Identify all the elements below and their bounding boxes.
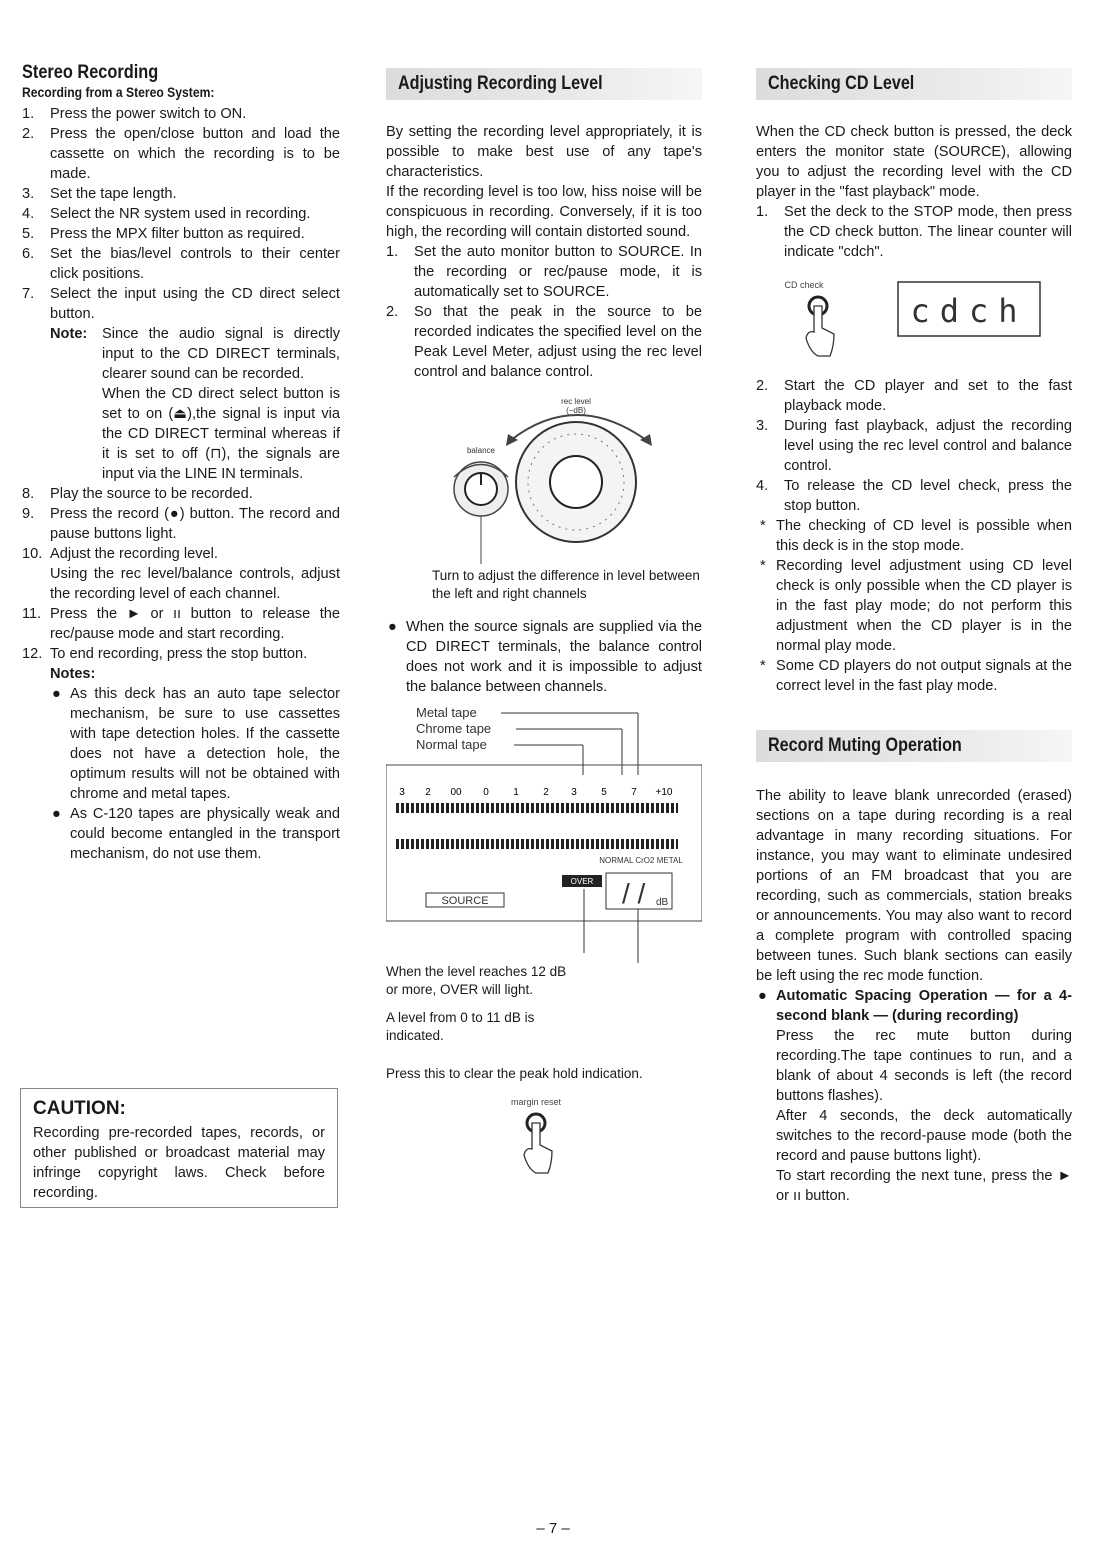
cd-check-step-4: 4. To release the CD level check, press the stop button. [756,478,1072,514]
bullet-icon: ● [388,619,397,635]
step-11: 11. Press the ► or ıı button to release the rec/pause mode and start recording. [22,606,340,642]
note-block [50,324,340,484]
heading-adjusting-recording-level: Adjusting Recording Level [386,68,702,100]
cd-check-step-1: 1. Set the deck to the STOP mode, then press the CD check button. The linear counter will indicate "cdch". [756,204,1072,260]
caution-text: Recording pre-recorded tapes, records, or other published or broadcast material may infringe copyright laws. Check before recording. [33,1125,325,1201]
scale-tick: 3 [571,787,577,798]
auto-spacing-text-2: After 4 seconds, the deck automatically switches to the record-pause mode (both the record and pause buttons light). [776,1108,1072,1164]
cd-check-label: CD check [784,280,824,290]
step-10-extra: Using the rec level/balance controls, adjust the recording level of each channel. [50,566,340,602]
cd-check-step-2: 2. Start the CD player and set to the fast playback mode. [756,378,1072,414]
scale-tick: 3 [399,787,405,798]
cd-check-steps [756,202,1072,262]
over-caption: When the level reaches 12 dB or more, OVER will light. [386,964,567,997]
page-number: – 7 – [536,1520,570,1537]
bullet-icon: ● [758,988,767,1004]
pointing-hand-icon [806,306,834,356]
level-caption: A level from 0 to 11 dB is indicated. [386,1010,535,1043]
adjust-para-2: If the recording level is too low, hiss noise will be conspicuous in recording. Conversely, if it is too high, the recording will contain distorted sound. [386,184,702,240]
arrow-right-icon [640,434,652,446]
subtitle-recording-from-stereo: Recording from a Stereo System: [22,85,215,100]
auto-spacing-title: Automatic Spacing Operation — for a 4-second blank — (during recording) [776,988,1072,1024]
db-label: dB [656,897,669,908]
metal-tape-label: Metal tape [416,705,477,720]
step-10: 10. Adjust the recording level. Using the rec level/balance controls, adjust the recording level of each channel. [22,546,340,602]
scale-tick: 0 [483,787,489,798]
step-12: 12. To end recording, press the stop button. Notes: ● As this deck has an auto tape selector mechanism, be sure to use cassettes with tape detection holes. If the cassette does not have a detection hole, the optimum results will not be obtained with chrome and metal tapes. ● As C-120 tapes are physically weak and could become entangled in the transport mechanism, do not use them. [22,646,340,862]
adjust-para-1: By setting the recording level appropriately, it is possible to make best use of any tape's characteristics. [386,124,702,180]
meter-scale [399,787,673,798]
star-note-2: * Recording level adjustment using CD level check is only possible when the CD player is in the fast play mode; do not perform this adjustment when the CD player is in the normal play mode. [760,558,1072,654]
step-2: 2. Press the open/close button and load the cassette on which the recording is to be made. [22,126,340,182]
record-muting-para: The ability to leave blank unrecorded (erased) sections on a tape during recording is a real advantage in many recording situations. For instance, you may want to eliminate undesired portions of an FM broadcast that you are recording, such as commercials, station breaks or announcements. You may also want to record a complete program with controlled spacing between tunes. Such blank sections can easily be left using the rec mode function. [756,788,1072,984]
scale-tick: 7 [631,787,637,798]
cd-direct-bullet: ● When the source signals are supplied via the CD DIRECT terminals, the balance control does not work and it is impossible to adjust the balance between channels. [388,619,702,695]
cd-check-para: When the CD check button is pressed, the deck enters the monitor state (SOURCE), allowing you to adjust the recording level with the CD player in the "fast playback" mode. [756,124,1072,200]
scale-tick: 1 [513,787,519,798]
step-5: 5. Press the MPX filter button as required. [22,226,305,242]
pointing-hand-icon [524,1123,552,1173]
note-label: Note: [50,326,88,342]
step-7: 7. Select the input using the CD direct select button. Note: Since the audio signal is directly input to the CD DIRECT terminals, clearer sound can be recorded. When the CD direct select button is set to on (⏏),the signal is input via the CD DIRECT terminal whereas if it is set to off (⊓), the signals are input via the LINE IN terminals. [22,286,340,482]
rec-level-db-label: (−dB) [566,406,586,415]
bullet-icon: ● [52,806,61,822]
balance-caption: Turn to adjust the difference in level between the left and right channels [432,568,700,601]
steps-list-1 [22,104,340,864]
cd-check-illustration [756,276,1072,376]
step-9: 9. Press the record (●) button. The record and pause buttons light. [22,506,340,542]
meter-bar-right-channel [396,839,678,849]
scale-tick: 5 [601,787,607,798]
notes-label: Notes: [50,666,96,682]
bullet-icon: ● [52,686,61,702]
margin-reset-illustration [386,1089,702,1179]
step-6: 6. Set the bias/level controls to their center click positions. [22,246,340,282]
margin-reset-caption: Press this to clear the peak hold indication. [386,1066,643,1081]
rec-level-knob-inner[interactable] [550,456,602,508]
source-label: SOURCE [441,895,489,907]
adjust-step-2: 2. So that the peak in the source to be recorded indicates the specified level on the Peak Level Meter, adjust using the rec level control and balance control. [386,304,702,380]
note-bullet-2: ● As C-120 tapes are physically weak and could become entangled in the transport mechanism, do not use them. [52,806,340,862]
section-title-stereo-recording: Stereo Recording [22,62,159,83]
svg-text:/ /: / / [622,878,646,909]
margin-reset-label: margin reset [510,1097,562,1107]
chrome-tape-label: Chrome tape [416,721,492,736]
scale-tick: +10 [655,787,673,798]
heading-checking-cd-level: Checking CD Level [756,68,1072,100]
scale-tick: 2 [543,787,549,798]
caution-title: CAUTION: [33,1098,126,1119]
step-4: 4. Select the NR system used in recording. [22,206,311,222]
heading-record-muting-operation: Record Muting Operation [756,730,1072,762]
rec-level-balance-knobs-illustration [386,382,702,567]
note-bullet-1: ● As this deck has an auto tape selector mechanism, be sure to use cassettes with tape detection holes. If the cassette does not have a detection hole, the optimum results will not be obtained with chrome and metal tapes. [52,686,340,802]
step-8: 8. Play the source to be recorded. [22,486,253,502]
column-stereo-recording [22,60,340,864]
adjust-step-1: 1. Set the auto monitor button to SOURCE. In the recording or rec/pause mode, it is automatically set to SOURCE. [386,244,702,300]
meter-bar-left-channel [396,803,678,813]
star-note-3: * Some CD players do not output signals at the correct level in the fast play mode. [760,658,1072,694]
peak-level-meter-illustration [386,703,702,963]
auto-spacing-text-1: Press the rec mute button during recording.The tape continues to run, and a blank of about 4 seconds is left (the record buttons flashes). [776,1028,1072,1104]
scale-tick: 00 [450,787,462,798]
auto-spacing-text-3: To start recording the next tune, press the ► or ıı button. [776,1168,1072,1204]
column-adjusting-level [386,60,702,1179]
note-text-1: Since the audio signal is directly input to the CD DIRECT terminals, clearer sound can be recorded. [102,326,340,382]
cd-check-steps-2 [756,376,1072,516]
display-text: cdch [910,292,1028,330]
star-note-1: * The checking of CD level is possible when this deck is in the stop mode. [760,518,1072,554]
note-text-2: When the CD direct select button is set to on (⏏),the signal is input via the CD DIRECT terminal whereas if it is set to off (⊓), the signals are input via the LINE IN terminals. [102,386,340,482]
normal-tape-label: Normal tape [416,737,487,752]
column-checking-cd-level [756,60,1072,1206]
balance-label: balance [466,446,496,455]
step-3: 3. Set the tape length. [22,186,177,202]
cd-check-step-3: 3. During fast playback, adjust the recording level using the rec level control and balance control. [756,418,1072,474]
adjust-steps [386,242,702,382]
over-label: OVER [570,877,594,886]
step-1: 1. Press the power switch to ON. [22,106,247,122]
auto-spacing-bullet [756,986,1072,1206]
caution-box [20,1088,338,1208]
scale-tick: 2 [425,787,431,798]
tape-type-indicators: NORMAL CrO2 METAL [599,856,683,865]
rec-level-label: rec level [561,397,591,406]
